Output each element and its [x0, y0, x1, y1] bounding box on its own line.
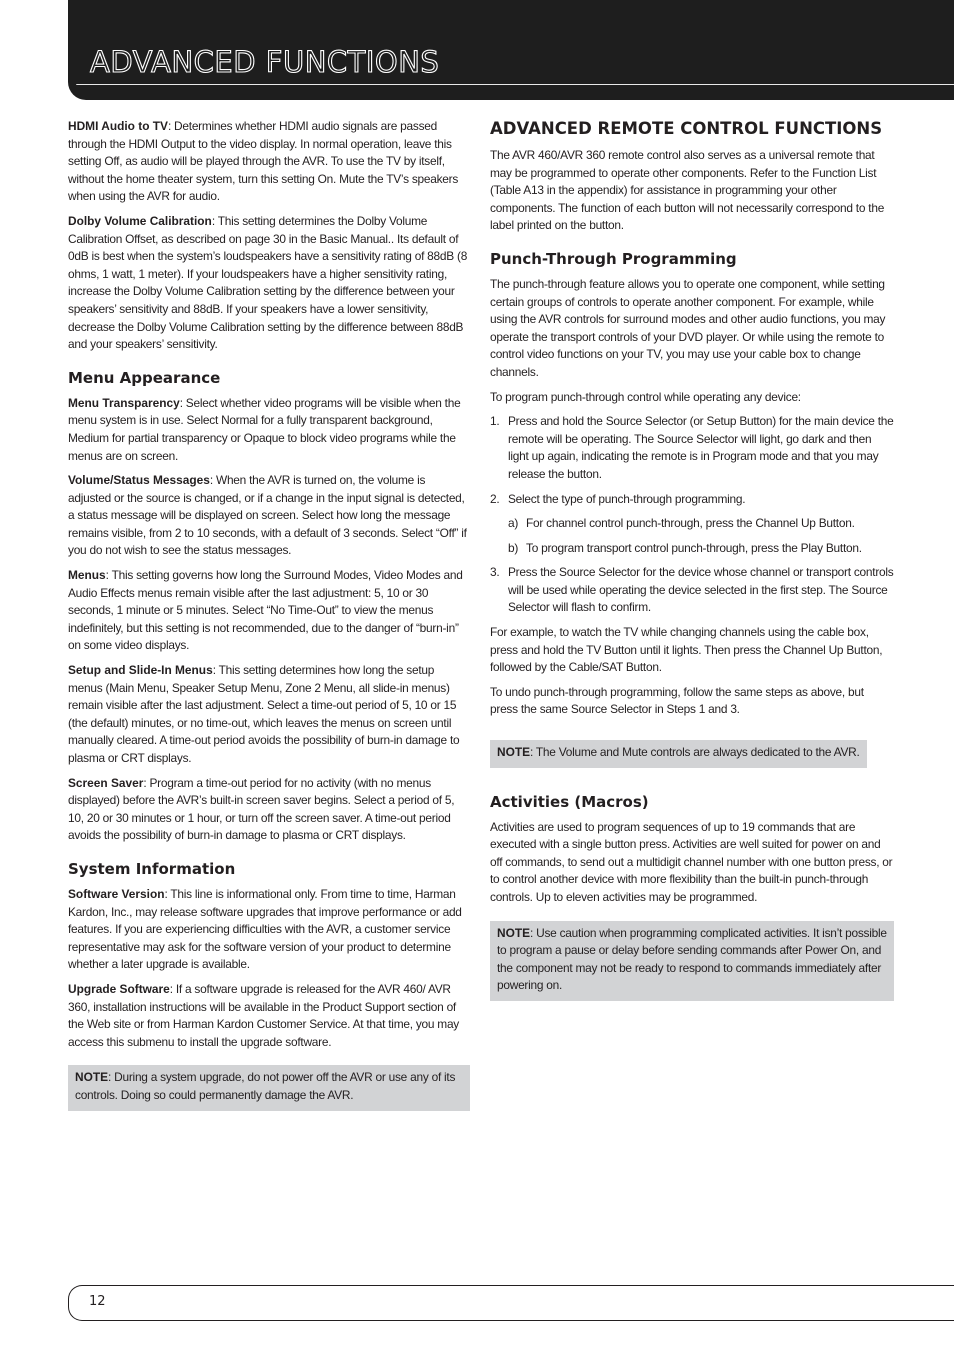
menu-transparency-term: Menu Transparency: [68, 395, 180, 410]
menus-paragraph: [68, 567, 470, 655]
activities-note: [497, 925, 887, 995]
substep-letter: b): [508, 540, 519, 555]
volume-status-term: Volume/Status Messages: [68, 473, 210, 488]
volume-note: [497, 744, 860, 762]
note-label: NOTE: [497, 745, 531, 760]
right-column: [490, 118, 894, 1011]
step-2-substeps: [508, 515, 894, 557]
upgrade-software-text: : If a software upgrade is released for the AVR 460/ AVR 360, installation instructions will be available in the Product Support section of the Web site or from Harman Kardon Customer Service. At that time, you may access this submenu to install the upgrade software.: [68, 981, 460, 1049]
note-label: NOTE: [497, 925, 531, 940]
menu-transparency-text: : Select whether video programs will be visible when the menu system is in use. Select Normal for a fully transparent background, Medium for partial transparency or Opaque to block video programs while the menus are on screen.: [68, 395, 461, 463]
volume-status-paragraph: [68, 472, 470, 560]
note-text: : Use caution when programming complicated activities. It isn’t possible to program a pause or delay before sending commands after Power On, and the component may not be ready to respond to commands immediately after powering on.: [497, 925, 887, 993]
software-version-paragraph: [68, 886, 470, 974]
setup-menus-term: Setup and Slide-In Menus: [68, 663, 213, 678]
upgrade-software-term: Upgrade Software: [68, 981, 170, 996]
step-number: 1.: [490, 414, 500, 429]
note-label: NOTE: [75, 1070, 109, 1085]
punch-through-heading: Punch-Through Programming: [490, 249, 737, 268]
step-2: [490, 491, 894, 558]
hdmi-audio-paragraph: [68, 118, 470, 206]
step-3: [490, 564, 894, 617]
step-number: 2.: [490, 491, 500, 506]
note-text: : The Volume and Mute controls are always dedicated to the AVR.: [530, 745, 860, 760]
screen-saver-term: Screen Saver: [68, 775, 144, 790]
activities-heading: Activities (Macros): [490, 792, 649, 811]
hdmi-audio-term: HDMI Audio to TV: [68, 119, 168, 133]
step-text: Select the type of punch-through programming.: [508, 491, 746, 506]
substep-text: For channel control punch-through, press the Channel Up Button.: [526, 516, 855, 531]
step-2b: [508, 540, 894, 558]
step-2a: [508, 515, 894, 533]
dolby-calibration-paragraph: [68, 213, 470, 354]
screen-saver-text: : Program a time-out period for no activity (with no menus displayed) before the AVR’s built-in screen saver begins. Select a period of 5, 10, 20 or 30 minutes or 1 hour, or turn off the screen saver. A time-out period avoids the possibility of burn-in damage to plasma or CRT displays.: [68, 775, 455, 843]
activities-paragraph: Activities are used to program sequences of up to 19 commands that are executed with a single button press. Activities are well suited for power on and off commands, to send out a multidigit channel number with one button press, or to control another device with more flexibility than the built-in punch-through controls. Up to eleven activities may be programmed.: [490, 819, 893, 904]
page-number: 12: [89, 1294, 106, 1309]
upgrade-note: [75, 1069, 463, 1104]
menu-transparency-paragraph: [68, 395, 470, 465]
note-text: : During a system upgrade, do not power off the AVR or use any of its controls. Doing so could permanently damage the AVR.: [75, 1070, 456, 1102]
punch-through-paragraph: The punch-through feature allows you to operate one component, while setting certain groups of controls to operate another component. For example, while using the AVR controls for surround modes and other audio functions, you may operate the transport controls of your DVD player. Or while using the remote to control video functions on your TV, you may use your cable box to change channels.: [490, 276, 886, 379]
dolby-calibration-term: Dolby Volume Calibration: [68, 213, 212, 228]
header-rule: [76, 84, 954, 85]
undo-paragraph: To undo punch-through programming, follow the same steps as above, but press the same Source Selector in Steps 1 and 3.: [490, 684, 864, 717]
step-number: 3.: [490, 565, 500, 580]
hdmi-audio-text: : Determines whether HDMI audio signals are passed through the HDMI Output to the video display. In normal operation, leave this setting Off, as audio will be played through the AVR. To use the TV by itself, without the home theater system, turn this setting On. Mute the TV’s speakers when using the AVR for audio.: [68, 119, 459, 204]
footer-tab: [68, 1285, 954, 1321]
advanced-remote-heading: ADVANCED REMOTE CONTROL FUNCTIONS: [490, 119, 883, 138]
menu-appearance-heading: Menu Appearance: [68, 368, 221, 387]
volume-status-text: : When the AVR is turned on, the volume is adjusted or the source is changed, or if a change in the input signal is detected, a status message will be displayed on screen. Select how long the message remains visible, from 2 to 10 seconds, with a default of 3 seconds. Select “Off” if you do not wish to see the status messages.: [68, 473, 467, 558]
dolby-calibration-text: : This setting determines the Dolby Volume Calibration Offset, as described on page 30 in the Basic Manual.. Its default of 0dB is best when the system’s loudspeakers have a sensitivity rating of 88dB (8 ohms, 1 watt, 1 meter). If your loudspeakers have a higher sensitivity rating, increase the Dolby Volume Calibration setting by the difference between your speakers’ sensitivity and 88dB. If your speakers have a lower sensitivity, decrease the Dolby Volume Calibration setting by the difference between 88dB and your speakers’ sensitivity.: [68, 213, 468, 352]
remote-intro-paragraph: The AVR 460/AVR 360 remote control also serves as a universal remote that may be programmed to operate other components. Refer to the Function List (Table A13 in the appendix) for assistance in programming your other components. The function of each button will not necessarily correspond to the label printed on the button.: [490, 148, 885, 233]
setup-menus-text: : This setting determines how long the setup menus (Main Menu, Speaker Setup Menu, Zone 2 Menu, all slide-in menus) remain visible after the last adjustment. Select a time-out period of 5, 10 or 15 (the default) minutes, or no time-out, which leaves the menus on screen until manually cleared. A time-out period avoids the possibility of burn-in damage to plasma or CRT displays.: [68, 663, 460, 765]
step-text: Press and hold the Source Selector (or Setup Button) for the main device the remote will be operating. The Source Selector will light, go dark and then light up again, indicating the remote is in Program mode and that you may release the button.: [508, 414, 894, 481]
upgrade-software-paragraph: [68, 981, 470, 1051]
substep-text: To program transport control punch-through, press the Play Button.: [526, 540, 862, 555]
setup-menus-paragraph: [68, 662, 470, 768]
substep-letter: a): [508, 516, 519, 531]
step-1: [490, 413, 894, 483]
punch-through-instruction: To program punch-through control while operating any device:: [490, 389, 801, 404]
volume-note-box: [490, 740, 867, 768]
system-information-heading: System Information: [68, 859, 236, 878]
left-column: [68, 118, 470, 1121]
menus-term: Menus: [68, 568, 106, 583]
example-paragraph: For example, to watch the TV while changing channels using the cable box, press and hold the TV Button until it lights. Then press the Channel Up Button, followed by the Cable/SAT Button.: [490, 625, 883, 675]
software-version-text: : This line is informational only. From time to time, Harman Kardon, Inc., may release software upgrades that improve performance or add features. If you are experiencing difficulties with the AVR, a customer service representative may ask for the software version of your product to determine whether a later upgrade is available.: [68, 886, 462, 972]
step-text: Press the Source Selector for the device whose channel or transport controls will be used while operating the device selected in the first step. The Source Selector will flash to confirm.: [508, 565, 894, 615]
page-title: ADVANCED FUNCTIONS: [90, 45, 440, 79]
upgrade-note-box: [68, 1065, 470, 1110]
software-version-term: Software Version: [68, 886, 165, 901]
menus-text: : This setting governs how long the Surround Modes, Video Modes and Audio Effects menus remain visible after the last adjustment: 5, 10 or 30 seconds, 1 minute or 5 minutes. Select “No Time-Out” to view the menus indefinitely, but this setting is not recommended, due to the danger of “burn-in” on some video displays.: [68, 568, 463, 653]
screen-saver-paragraph: [68, 775, 470, 845]
activities-note-box: [490, 921, 894, 1001]
punch-through-steps: [490, 413, 894, 617]
